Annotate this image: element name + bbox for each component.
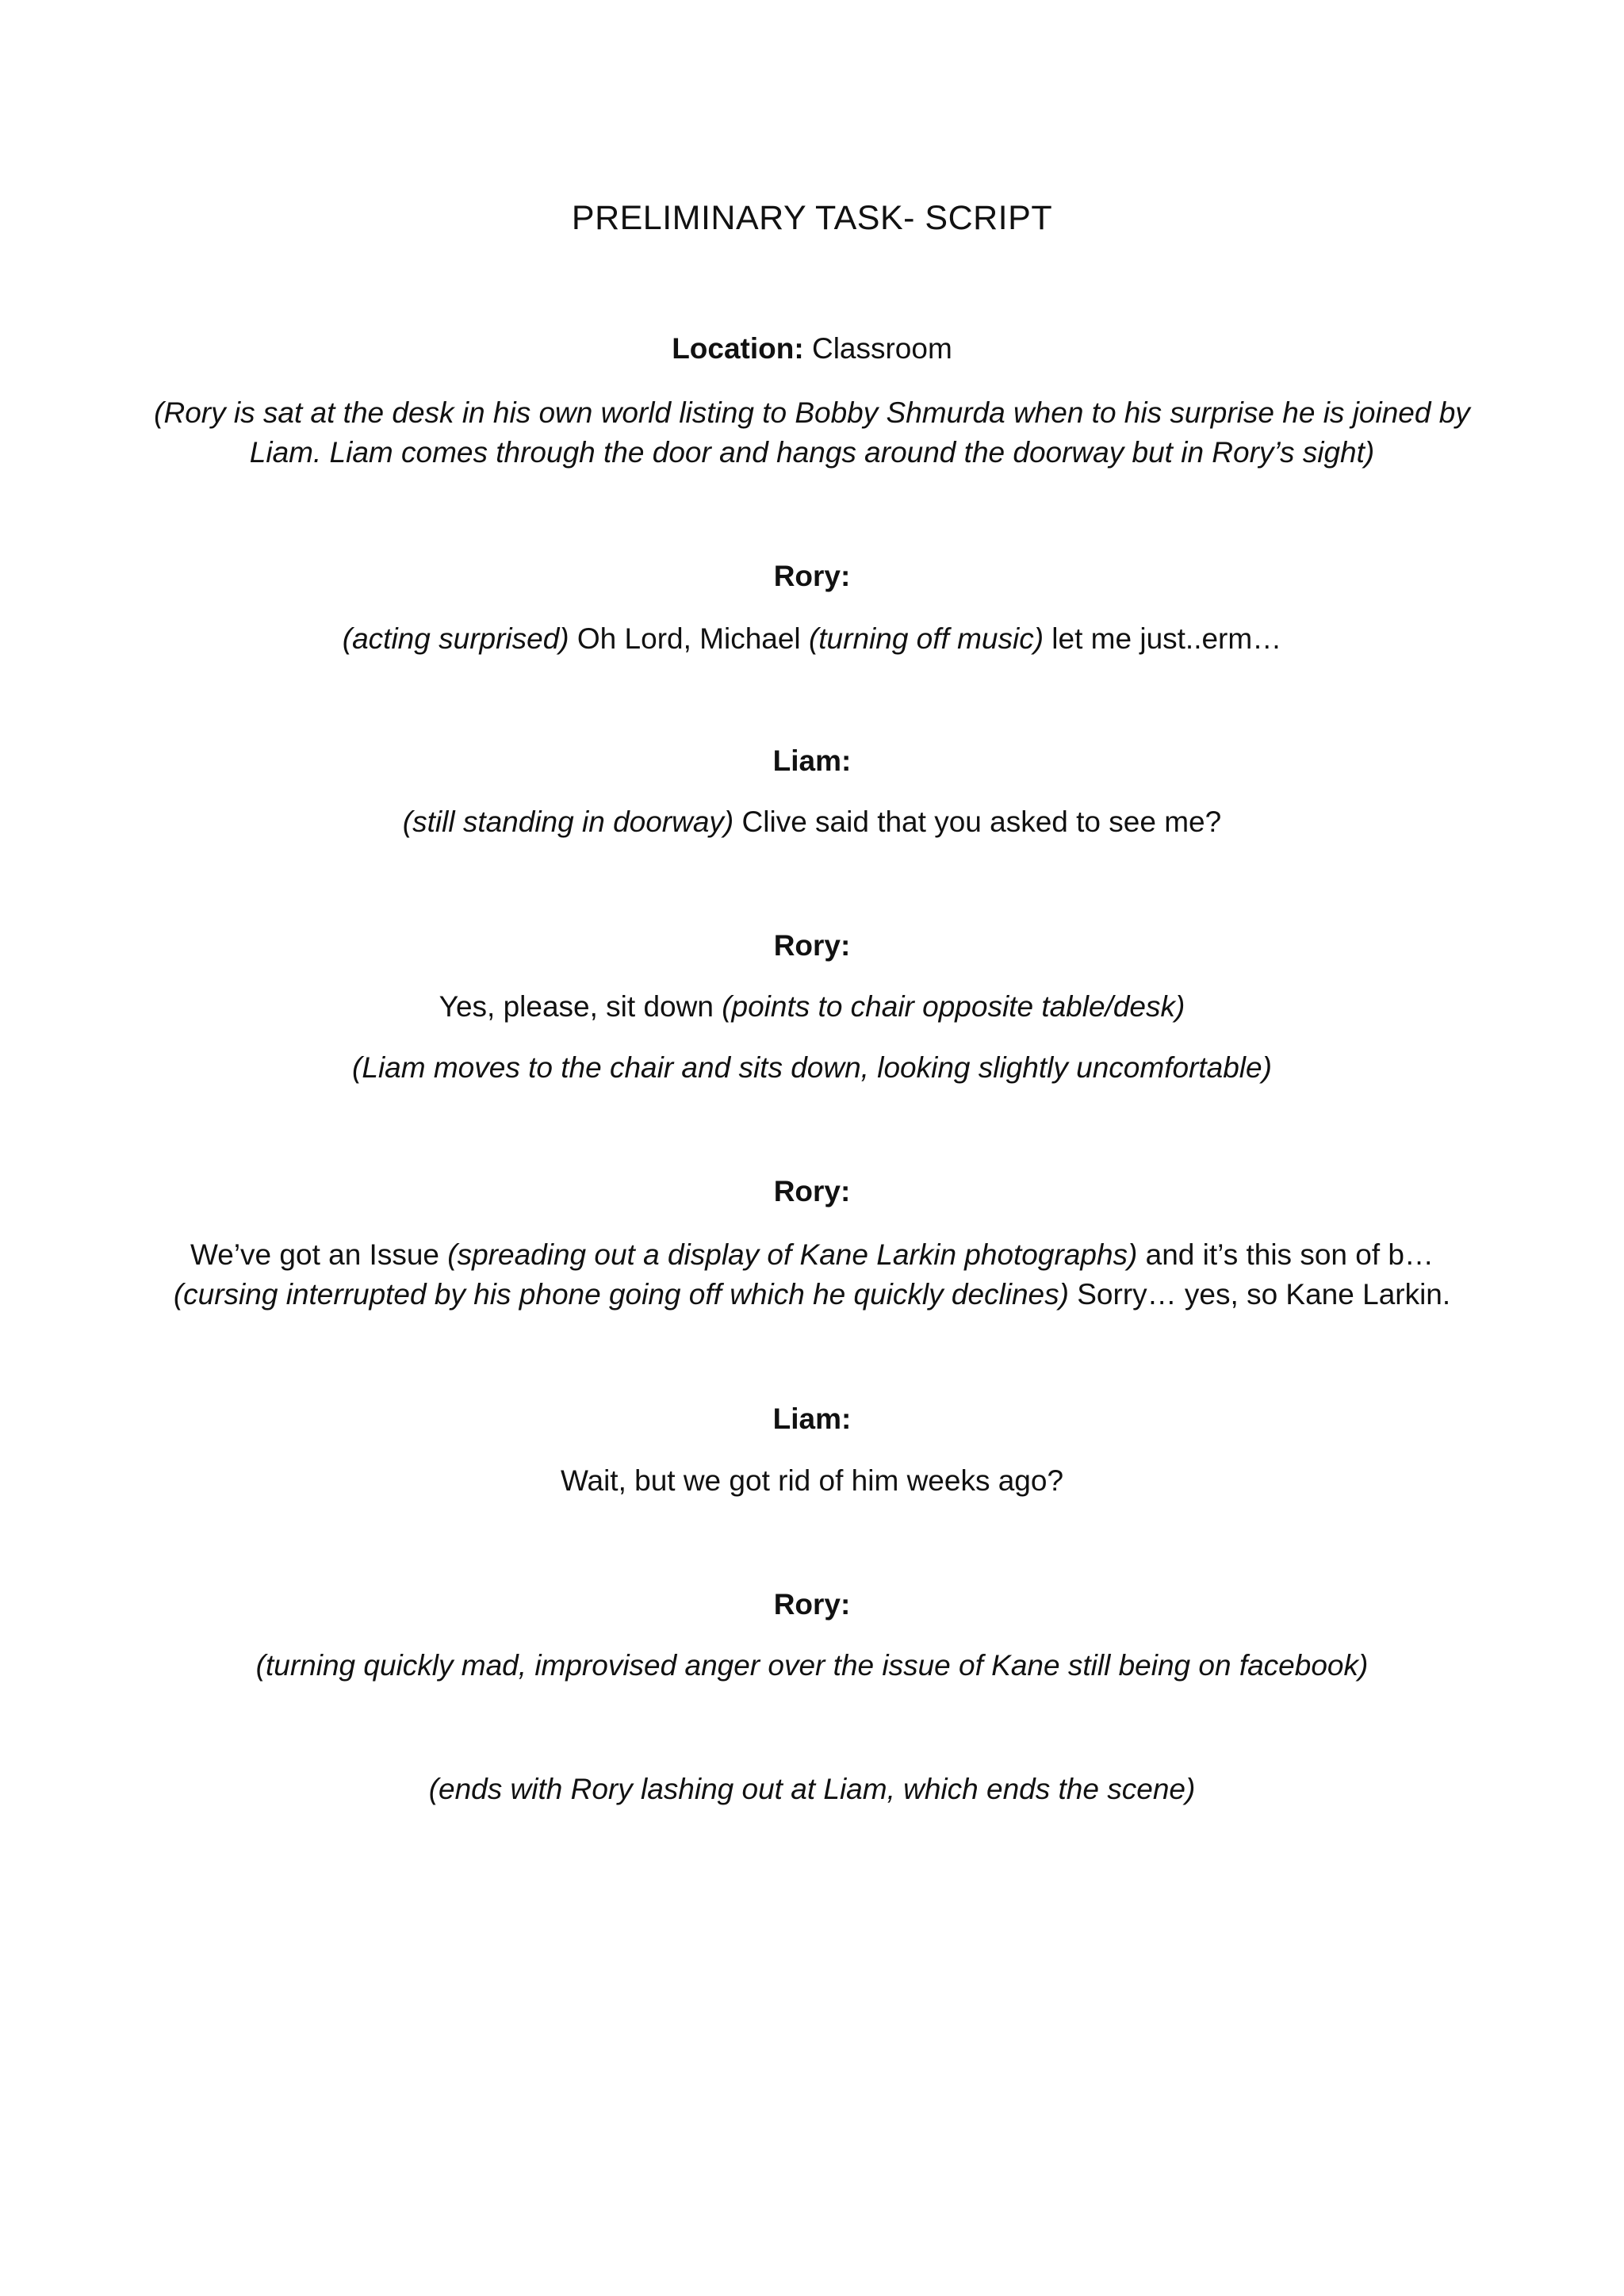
dialogue-text: We’ve got an Issue [190,1238,448,1271]
stage-direction-line: (turning quickly mad, improvised anger over the issue of Kane still being on facebook) [255,1649,1369,1682]
stage-direction: (acting surprised) [342,622,569,655]
speaker-name: Rory: [773,929,851,962]
opening-stage-direction-line-1: (Rory is sat at the desk in his own world listing to Bobby Shmurda when to his surprise he is joined by [154,396,1470,429]
opening-stage-direction-line-2: Liam. Liam comes through the door and hangs around the doorway but in Rory’s sight) [249,436,1375,469]
stage-direction: (still standing in doorway) [402,806,734,838]
speaker-name: Liam: [772,744,852,777]
dialogue-text: Sorry… yes, so Kane Larkin. [1068,1278,1451,1311]
dialogue-text: Yes, please, sit down [439,990,722,1023]
stage-direction: (cursing interrupted by his phone going off which he quickly declines) [173,1278,1069,1311]
location-label: Location: [672,332,804,365]
dialogue-line [143,1235,1481,1275]
dialogue-line [143,1461,1481,1501]
dialogue-text: and it’s this son of b… [1137,1238,1434,1271]
dialogue-line [143,987,1481,1027]
dialogue-line [143,619,1481,659]
stage-direction: (turning off music) [808,622,1044,655]
dialogue-text: Wait, but we got rid of him weeks ago? [560,1464,1064,1497]
speaker-name: Liam: [772,1402,852,1435]
stage-direction: (points to chair opposite table/desk) [722,990,1185,1023]
closing-stage-direction: (ends with Rory lashing out at Liam, which ends the scene) [428,1773,1196,1805]
dialogue-text: Oh Lord, Michael [569,622,809,655]
dialogue-text: let me just..erm… [1044,622,1282,655]
location-value: Classroom [811,332,952,365]
stage-direction: (spreading out a display of Kane Larkin photographs) [447,1238,1138,1271]
location-line [143,329,1481,369]
speaker-name: Rory: [773,1588,851,1621]
speaker-name: Rory: [773,1175,851,1207]
stage-direction-line: (Liam moves to the chair and sits down, looking slightly uncomfortable) [352,1051,1272,1084]
dialogue-line [143,802,1481,842]
dialogue-line [143,1275,1481,1314]
speaker-name: Rory: [773,560,851,592]
page-title: PRELIMINARY TASK- SCRIPT [571,199,1053,237]
dialogue-text: Clive said that you asked to see me? [733,806,1222,838]
